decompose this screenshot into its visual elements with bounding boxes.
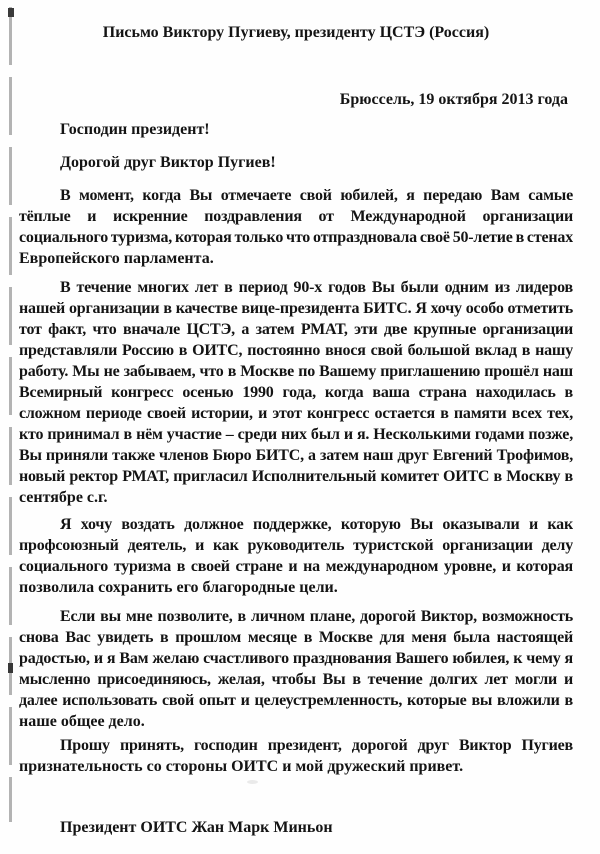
letter-line: Европейского парламента.: [19, 250, 214, 267]
letter-line: мысленно присоединяюсь, желая, чтобы Вы в течение долгих лет могли и: [19, 671, 573, 688]
letter-line: радостью, и я Вам желаю счастливого празднования Вашего юбилея, к чему я: [19, 650, 573, 667]
scan-artifact-left-edge-icon: [9, 7, 12, 822]
letter-line: представляли Россию в ОИТС, постоянно внося свой большой вклад в нашу: [19, 342, 573, 359]
paragraph-personal: [19, 606, 573, 732]
letter-dateline: Брюссель, 19 октября 2013 года: [339, 91, 568, 108]
letter-line: тёплые и искренние поздравления от Международной организации: [19, 208, 573, 225]
paragraph-closing: [19, 735, 573, 777]
letter-line: Вы приняли также членов Бюро БИТС, а затем наш друг Евгений Трофимов,: [19, 447, 573, 464]
signature-line: Президент ОИТС Жан Марк Миньон: [60, 819, 333, 836]
letter-line: В момент, когда Вы отмечаете свой юбилей, я передаю Вам самые: [60, 187, 573, 204]
letter-line: Всемирный конгресс осенью 1990 года, когда ваша страна находилась в: [19, 384, 573, 401]
letter-line: Прошу принять, господин президент, дорогой друг Виктор Пугиев: [60, 737, 573, 754]
letter-line: В течение многих лет в период 90-х годов Вы были одним из лидеров: [60, 279, 573, 296]
letter-line: Если вы мне позволите, в личном плане, дорогой Виктор, возможность: [60, 608, 573, 625]
paragraph-history: [19, 277, 573, 508]
salutation-friend: Дорогой друг Виктор Пугиев!: [60, 154, 276, 171]
letter-line: сентябре с.г.: [19, 489, 108, 506]
letter-line: нашей организации в качестве вице-президента БИТС. Я хочу особо отметить: [19, 300, 573, 317]
letter-line: позволила сохранить его благородные цели.: [19, 579, 338, 596]
letter-line: работу. Мы не забываем, что в Москве по Вашему приглашению прошёл наш: [19, 363, 573, 380]
letter-line: кто принимал в нём участие – среди них был и я. Несколькими годами позже,: [19, 426, 573, 443]
paragraph-congratulations: [19, 185, 573, 269]
letter-line: тот факт, что вначале ЦСТЭ, а затем РМАТ, эти две крупные организации: [19, 321, 573, 338]
letter-line: снова Вас увидеть в прошлом месяце в Москве для меня была настоящей: [19, 629, 573, 646]
letter-line: признательность со стороны ОИТС и мой дружеский привет.: [19, 758, 464, 775]
salutation-president: Господин президент!: [60, 121, 210, 138]
letter-line: далее использовать свой опыт и целеустремленность, которые вы вложили в: [19, 692, 573, 709]
letter-line: сложном периоде своей истории, и этот конгресс остается в памяти всех тех,: [19, 405, 573, 422]
letter-line: социального туризма, которая только что отпраздновала своё 50-летие в стенах: [19, 229, 573, 246]
letter-title: Письмо Виктору Пугиеву, президенту ЦСТЭ (Россия): [102, 24, 490, 41]
letter-line: новый ректор РМАТ, пригласил Исполнительный комитет ОИТС в Москву в: [19, 468, 573, 485]
letter-line: социального туризма в своей стране и на международном уровне, и которая: [19, 558, 573, 575]
paragraph-tribute: [19, 514, 573, 598]
letter-line: профсоюзный деятель, и как руководитель туристской организации делу: [19, 537, 573, 554]
letter-line: наше общее дело.: [19, 713, 145, 730]
letter-line: Я хочу воздать должное поддержке, которую Вы оказывали и как: [60, 516, 573, 533]
scan-smudge: [247, 780, 258, 784]
